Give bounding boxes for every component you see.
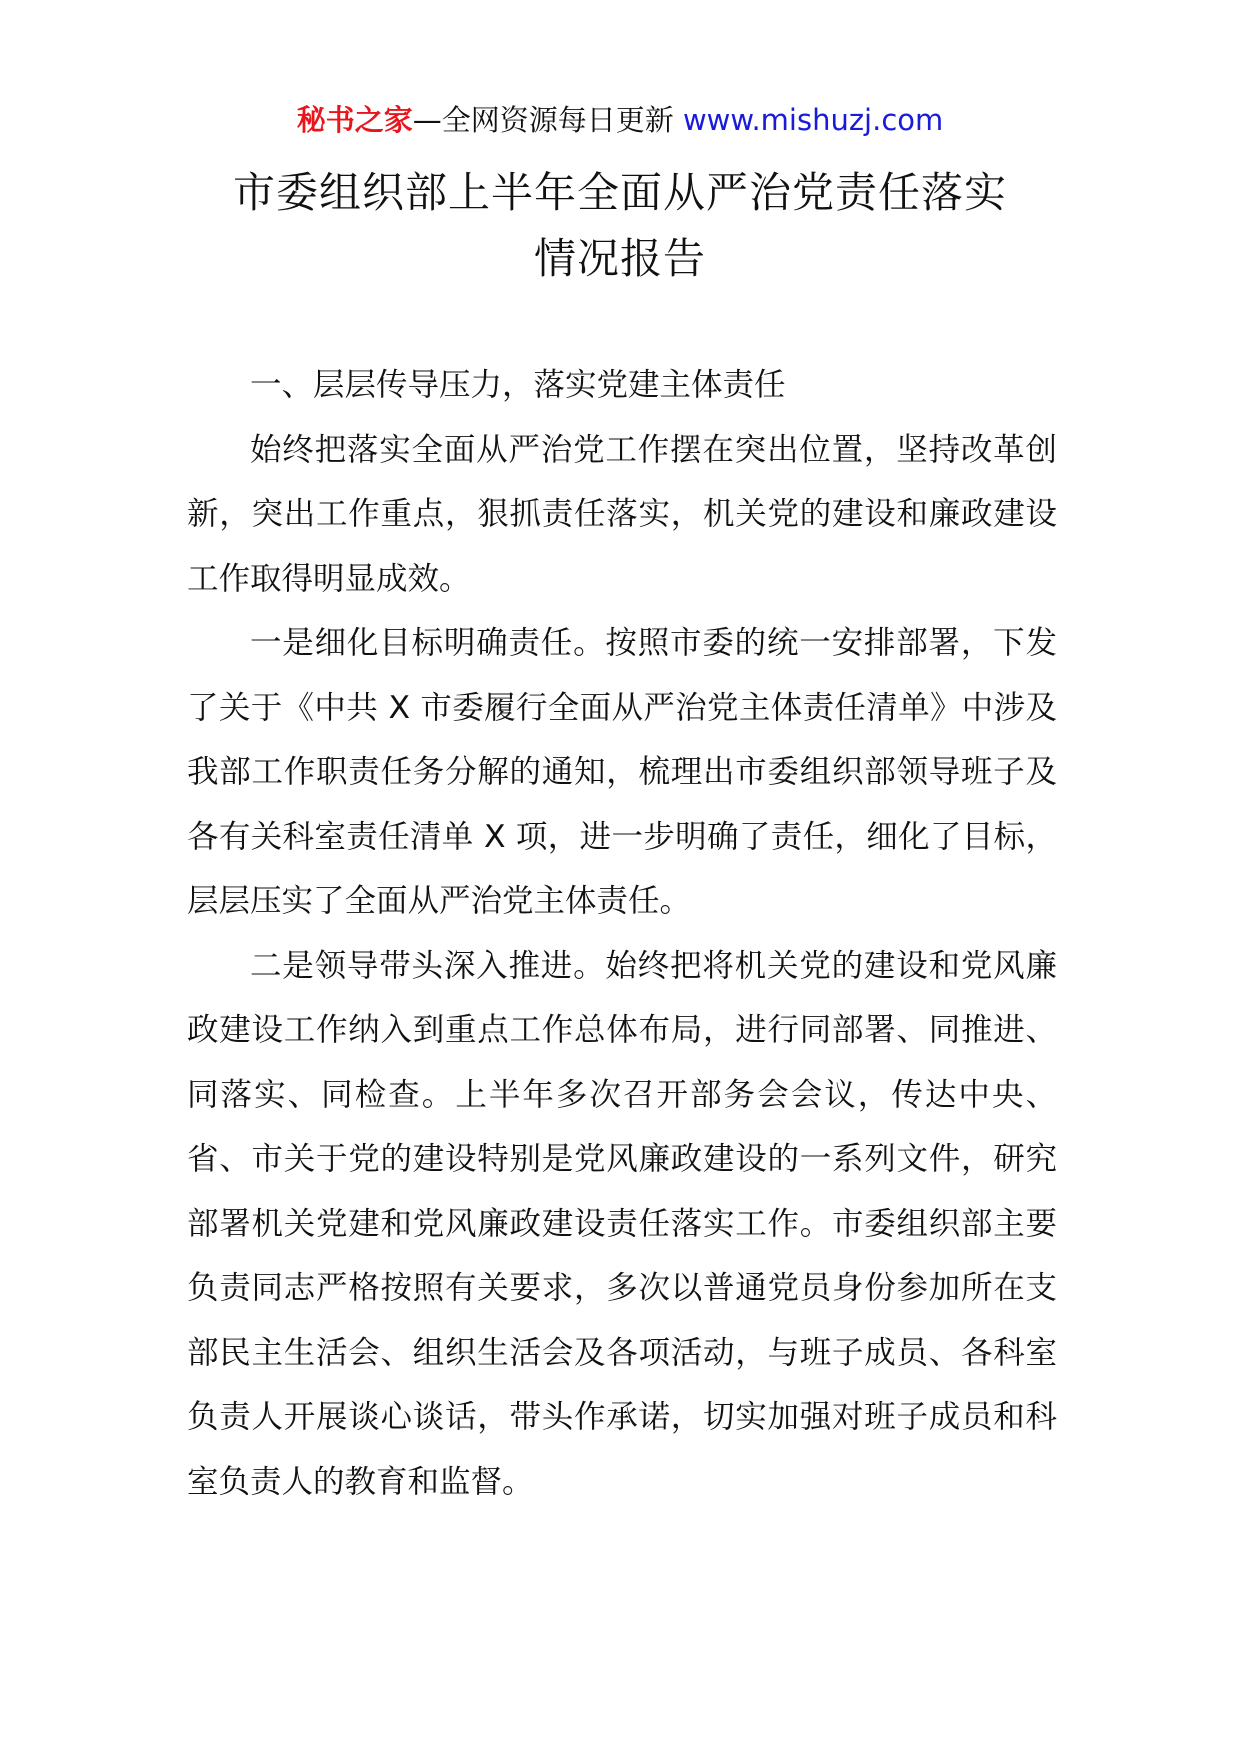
banner-slogan: —全网资源每日更新 bbox=[412, 103, 683, 137]
brand-name: 秘书之家 bbox=[296, 103, 413, 137]
title-line-1: 市委组织部上半年全面从严治党责任落实 bbox=[232, 168, 1007, 217]
paragraph-item-1: 一是细化目标明确责任。按照市委的统一安排部署，下发了关于《中共 X 市委履行全面从严治党主体责任清单》中涉及我部工作职责任务分解的通知，梳理出市委组织部领导班子及各有关科室责任清单 X 项，进一步明确了责任，细化了目标，层层压实了全面从严治党主体责任。 bbox=[187, 625, 1057, 919]
paragraph-intro: 始终把落实全面从严治党工作摆在突出位置，坚持改革创新，突出工作重点，狠抓责任落实，机关党的建设和廉政建设工作取得明显成效。 bbox=[187, 431, 1057, 597]
site-banner bbox=[0, 100, 1240, 140]
section-heading-1: 一、层层传导压力，落实党建主体责任 bbox=[250, 367, 786, 403]
document-body bbox=[187, 353, 1057, 1514]
site-url-link[interactable]: www.mishuzj.com bbox=[682, 103, 944, 137]
title-line-2: 情况报告 bbox=[533, 234, 706, 283]
document-title bbox=[120, 160, 1120, 292]
paragraph-item-2: 二是领导带头深入推进。始终把将机关党的建设和党风廉政建设工作纳入到重点工作总体布局，进行同部署、同推进、同落实、同检查。上半年多次召开部务会会议，传达中央、省、市关于党的建设特别是党风廉政建设的一系列文件，研究部署机关党建和党风廉政建设责任落实工作。市委组织部主要负责同志严格按照有关要求，多次以普通党员身份参加所在支部民主生活会、组织生活会及各项活动，与班子成员、各科室负责人开展谈心谈话，带头作承诺，切实加强对班子成员和科室负责人的教育和监督。 bbox=[187, 947, 1057, 1500]
